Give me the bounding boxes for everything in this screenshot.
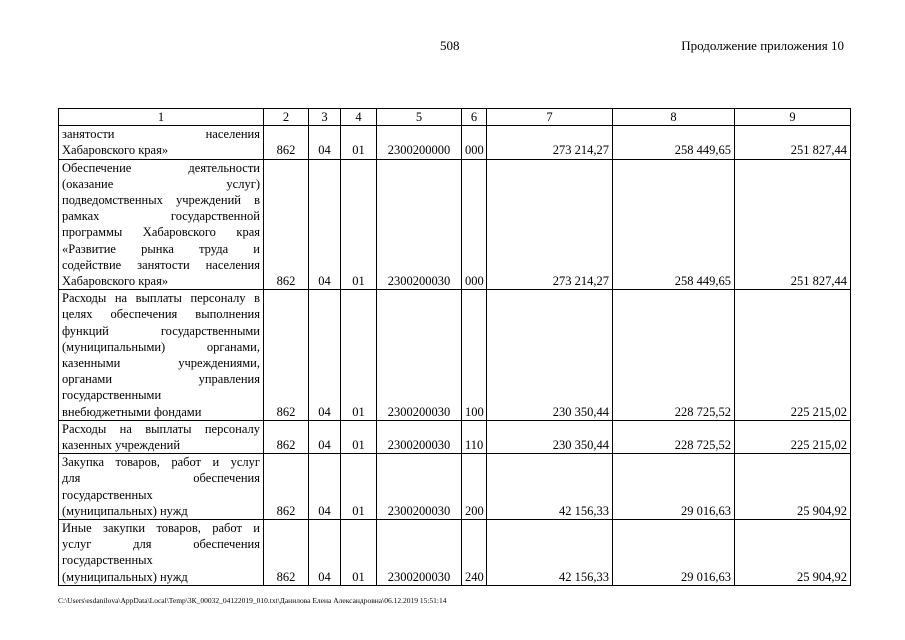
description-line: «Развитие рынка труда и <box>62 241 260 256</box>
amount-year3-cell: 251 827,44 <box>735 159 851 290</box>
column-number-header: 7 <box>487 109 613 126</box>
amount-year1-cell: 230 350,44 <box>487 420 613 453</box>
description-line: государственными <box>62 388 162 403</box>
description-line: органами управления <box>62 372 260 387</box>
subsection-code-cell: 01 <box>341 420 377 453</box>
subsection-code-cell: 01 <box>341 454 377 520</box>
description-line: подведомственных учреждений в <box>62 193 260 208</box>
column-number-header: 4 <box>341 109 377 126</box>
amount-year3-cell: 25 904,92 <box>735 520 851 586</box>
amount-year1-cell: 42 156,33 <box>487 520 613 586</box>
section-code-cell: 04 <box>309 520 341 586</box>
description-line: государственных <box>62 553 153 568</box>
expense-type-cell: 110 <box>462 420 487 453</box>
description-line: Хабаровского края» <box>62 143 169 158</box>
column-number-header: 3 <box>309 109 341 126</box>
amount-year3-cell: 225 215,02 <box>735 290 851 421</box>
amount-year1-cell: 42 156,33 <box>487 454 613 520</box>
footer-file-path: C:\Users\esdanilova\AppData\Local\Temp\3К_00032_04122019_010.txt\Данилова Елена Александровна\06.12.2019 15:51:14 <box>58 596 447 605</box>
description-line: казенных учреждений <box>62 438 181 453</box>
subsection-code-cell: 01 <box>341 126 377 159</box>
description-line: (муниципальными) органами, <box>62 339 260 354</box>
expense-type-cell: 000 <box>462 126 487 159</box>
description-line: Хабаровского края» <box>62 274 169 289</box>
amount-year2-cell: 29 016,63 <box>613 454 735 520</box>
description-line: Обеспечение деятельности <box>62 160 260 175</box>
description-line: государственных <box>62 487 153 502</box>
target-article-cell: 2300200000 <box>377 126 462 159</box>
amount-year3-cell: 25 904,92 <box>735 454 851 520</box>
section-code-cell: 04 <box>309 290 341 421</box>
row-description <box>59 420 264 453</box>
amount-year3-cell: 251 827,44 <box>735 126 851 159</box>
description-line: казенными учреждениями, <box>62 356 260 371</box>
column-number-header: 6 <box>462 109 487 126</box>
ministry-code-cell: 862 <box>264 420 309 453</box>
section-code-cell: 04 <box>309 159 341 290</box>
subsection-code-cell: 01 <box>341 290 377 421</box>
subsection-code-cell: 01 <box>341 159 377 290</box>
amount-year2-cell: 258 449,65 <box>613 159 735 290</box>
table-row <box>59 520 851 586</box>
section-code-cell: 04 <box>309 126 341 159</box>
table-row <box>59 420 851 453</box>
amount-year2-cell: 228 725,52 <box>613 290 735 421</box>
expense-type-cell: 240 <box>462 520 487 586</box>
description-line: Иные закупки товаров, работ и <box>62 521 260 536</box>
description-line: Расходы на выплаты персоналу <box>62 421 260 436</box>
description-line: услуг для обеспечения <box>62 537 260 552</box>
table-row <box>59 454 851 520</box>
description-line: содействие занятости населения <box>62 257 260 272</box>
row-description <box>59 126 264 159</box>
expense-type-cell: 100 <box>462 290 487 421</box>
column-number-header: 5 <box>377 109 462 126</box>
amount-year1-cell: 230 350,44 <box>487 290 613 421</box>
column-number-header: 1 <box>59 109 264 126</box>
page-number: 508 <box>440 38 460 53</box>
amount-year2-cell: 228 725,52 <box>613 420 735 453</box>
amount-year1-cell: 273 214,27 <box>487 126 613 159</box>
expense-type-cell: 200 <box>462 454 487 520</box>
amount-year2-cell: 258 449,65 <box>613 126 735 159</box>
table-row <box>59 290 851 421</box>
ministry-code-cell: 862 <box>264 454 309 520</box>
column-number-row <box>59 109 851 126</box>
target-article-cell: 2300200030 <box>377 420 462 453</box>
target-article-cell: 2300200030 <box>377 290 462 421</box>
section-code-cell: 04 <box>309 454 341 520</box>
column-number-header: 2 <box>264 109 309 126</box>
ministry-code-cell: 862 <box>264 290 309 421</box>
description-line: функций государственными <box>62 323 260 338</box>
row-description <box>59 454 264 520</box>
budget-table <box>58 108 851 586</box>
section-code-cell: 04 <box>309 420 341 453</box>
table-body <box>59 126 851 586</box>
description-line: (муниципальных) нужд <box>62 503 188 518</box>
running-header: Продолжение приложения 10 <box>681 38 844 53</box>
target-article-cell: 2300200030 <box>377 520 462 586</box>
description-line: Расходы на выплаты персоналу в <box>62 291 260 306</box>
column-number-header: 9 <box>735 109 851 126</box>
table-row <box>59 159 851 290</box>
table-row <box>59 126 851 159</box>
row-description <box>59 520 264 586</box>
description-line: программы Хабаровского края <box>62 225 260 240</box>
description-line: для обеспечения <box>62 471 260 486</box>
expense-type-cell: 000 <box>462 159 487 290</box>
description-line: Закупка товаров, работ и услуг <box>62 455 260 470</box>
amount-year3-cell: 225 215,02 <box>735 420 851 453</box>
description-line: внебюджетными фондами <box>62 404 202 419</box>
description-line: занятости населения <box>62 127 260 142</box>
description-line: целях обеспечения выполнения <box>62 307 260 322</box>
ministry-code-cell: 862 <box>264 159 309 290</box>
ministry-code-cell: 862 <box>264 126 309 159</box>
column-number-header: 8 <box>613 109 735 126</box>
row-description <box>59 290 264 421</box>
row-description <box>59 159 264 290</box>
description-line: (оказание услуг) <box>62 176 260 191</box>
ministry-code-cell: 862 <box>264 520 309 586</box>
target-article-cell: 2300200030 <box>377 454 462 520</box>
description-line: рамках государственной <box>62 209 260 224</box>
target-article-cell: 2300200030 <box>377 159 462 290</box>
description-line: (муниципальных) нужд <box>62 569 188 584</box>
amount-year1-cell: 273 214,27 <box>487 159 613 290</box>
subsection-code-cell: 01 <box>341 520 377 586</box>
amount-year2-cell: 29 016,63 <box>613 520 735 586</box>
